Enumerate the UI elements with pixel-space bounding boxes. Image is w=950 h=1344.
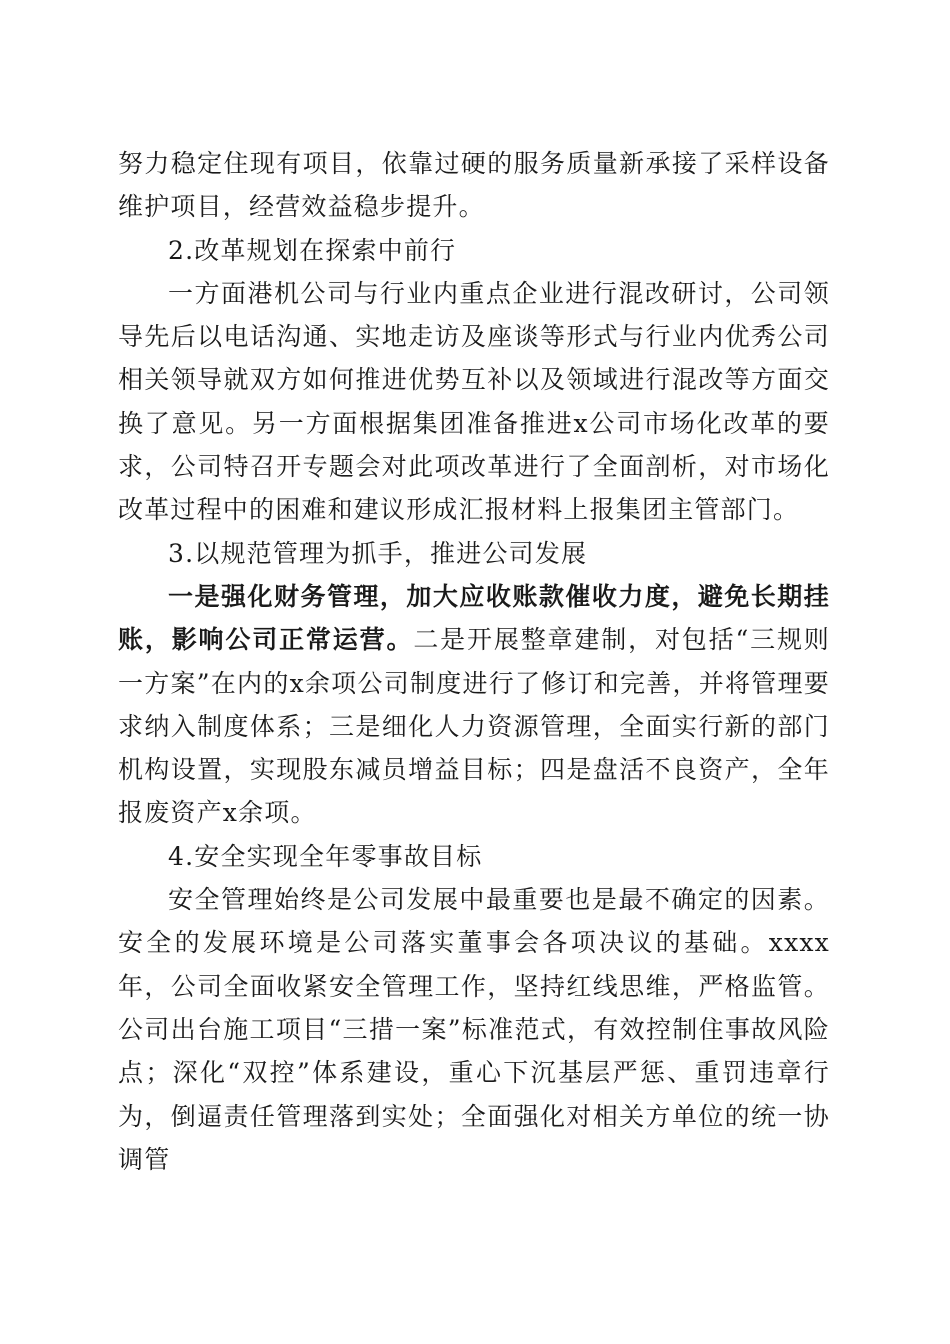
paragraph-management-rest: 二是开展整章建制，对包括“三规则一方案”在内的x余项公司制度进行了修订和完善，并将管理要求纳入制度体系；三是细化人力资源管理，全面实行新的部门机构设置，实现股东减员增益目标；四是盘活不良资产，全年报废资产x余项。 [118, 625, 831, 828]
paragraph-safety: 安全管理始终是公司发展中最重要也是最不确定的因素。安全的发展环境是公司落实董事会各项决议的基础。xxxx年，公司全面收紧安全管理工作，坚持红线思维，严格监管。公司出台施工项目“三措一案”标准范式，有效控制住事故风险点；深化“双控”体系建设，重心下沉基层严惩、重罚违章行为，倒逼责任管理落到实处；全面强化对相关方单位的统一协调管 [118, 885, 830, 1174]
section-heading-4: 4.安全实现全年零事故目标 [168, 841, 483, 871]
paragraph-reform-planning: 一方面港机公司与行业内重点企业进行混改研讨，公司领导先后以电话沟通、实地走访及座谈等形式与行业内优秀公司相关领导就双方如何推进优势互补以及领域进行混改等方面交换了意见。另一方面根据集团准备推进x公司市场化改革的要求，公司特召开专题会对此项改革进行了全面剖析，对市场化改革过程中的困难和建议形成汇报材料上报集团主管部门。 [118, 278, 830, 525]
document-body [118, 142, 830, 1181]
section-heading-2: 2.改革规划在探索中前行 [168, 235, 457, 265]
paragraph-management [118, 575, 830, 835]
paragraph-continuation: 努力稳定住现有项目，依靠过硬的服务质量新承接了采样设备维护项目，经营效益稳步提升。 [118, 149, 830, 222]
section-heading-3: 3.以规范管理为抓手，推进公司发展 [168, 538, 588, 568]
paragraph-management-bold-lead: 一是强化财务管理，加大应收账款催收力度，避免长期挂账，影响公司正常运营。 [118, 581, 830, 655]
